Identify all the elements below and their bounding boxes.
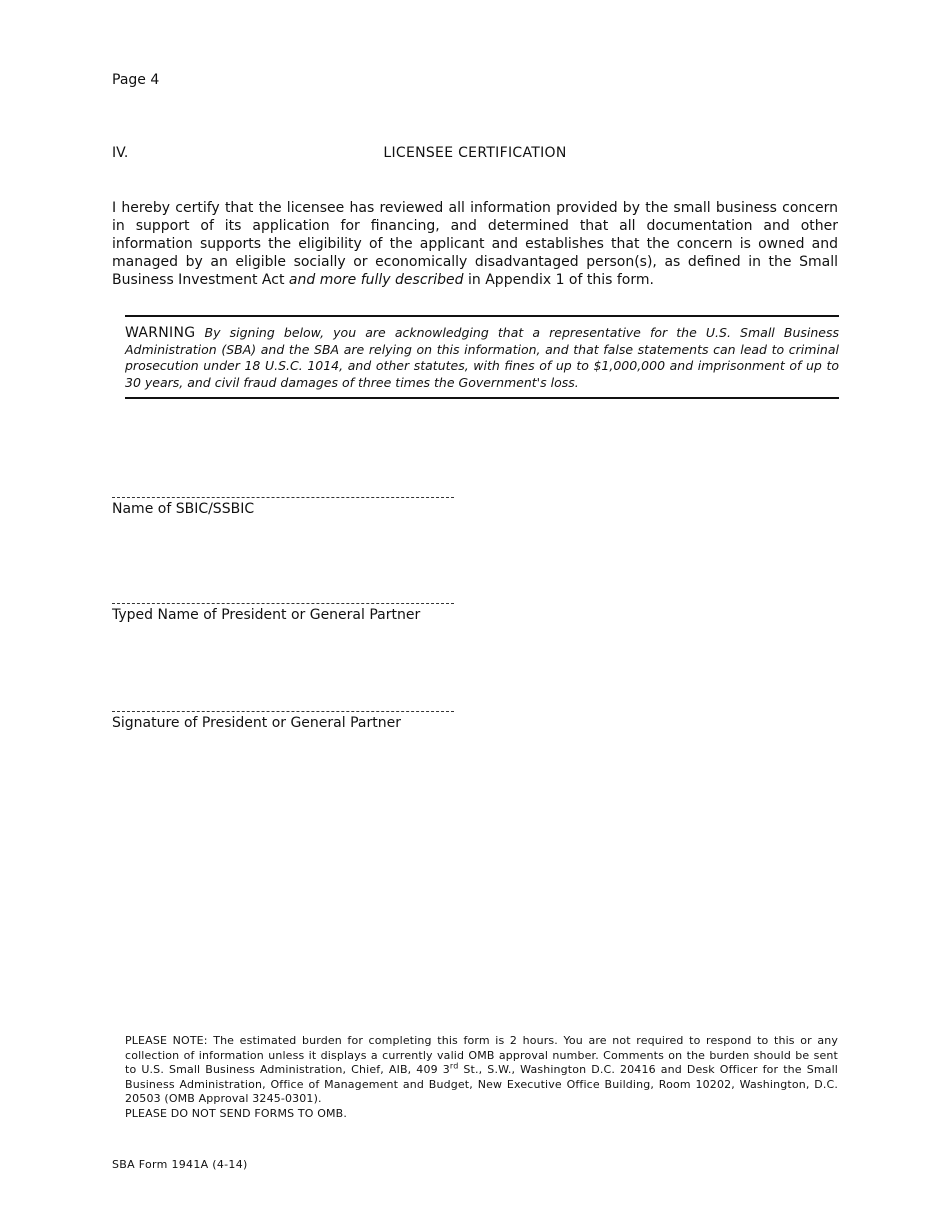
- warning-box: [125, 315, 839, 399]
- certification-text-end: in Appendix 1 of this form.: [468, 272, 654, 288]
- burden-text: PLEASE NOTE: The estimated burden for completing this form is 2 hours. You are not required to respond to this or any collection of information unless it displays a currently valid OMB approval number. Comments on the burden should be sent to U.S. Small Business Administration, Chief, AIB, 409 3: [125, 1034, 838, 1076]
- signature-block-typed-name: [112, 603, 472, 623]
- warning-text: By signing below, you are acknowledging that a representative for the U.S. Small Business Administration (SBA) and the SBA are relying on this information, and that false statements can lead to criminal prosecution under 18 U.S.C. 1014, and other statutes, with fines of up to $1,000,000 and imprisonment of up to 30 years, and civil fraud damages of three times the Government's loss.: [125, 325, 839, 390]
- form-id-footer: SBA Form 1941A (4-14): [112, 1158, 248, 1171]
- signature-line[interactable]: [112, 497, 454, 498]
- page-number: Page 4: [112, 72, 160, 88]
- warning-label: WARNING: [125, 325, 196, 341]
- signature-block-sbic-name: [112, 497, 472, 517]
- signature-label: Signature of President or General Partner: [112, 715, 401, 731]
- signature-line[interactable]: [112, 603, 454, 604]
- certification-paragraph: [112, 199, 838, 289]
- signature-label: Typed Name of President or General Partner: [112, 607, 421, 623]
- section-title: LICENSEE CERTIFICATION: [383, 145, 567, 161]
- burden-superscript: rd: [449, 1061, 459, 1071]
- signature-line[interactable]: [112, 711, 454, 712]
- do-not-send-notice: PLEASE DO NOT SEND FORMS TO OMB.: [125, 1106, 347, 1120]
- burden-note: [125, 1034, 838, 1121]
- warning-paragraph: [125, 325, 839, 391]
- section-heading: [112, 145, 838, 165]
- section-number: IV.: [112, 145, 129, 161]
- burden-text-continued: St., S.W., Washington D.C. 20416 and Desk Officer for the Small Business Administration, Office of Management and Budget, New Executive Office Building, Room 10202, Washington, D.C. 20503 (OMB Approval 3245-0301).: [125, 1063, 839, 1105]
- signature-label: Name of SBIC/SSBIC: [112, 501, 255, 517]
- certification-italic-text: and more fully described: [288, 272, 464, 288]
- certification-text: I hereby certify that the licensee has reviewed all information provided by the small business concern in support of its application for financing, and determined that all documentation and other information supports the eligibility of the applicant and establishes that the concern is owned and managed by an eligible socially or economically disadvantaged person(s), as defined in the Small Business Investment Act: [112, 200, 838, 288]
- signature-block-signature: [112, 711, 472, 731]
